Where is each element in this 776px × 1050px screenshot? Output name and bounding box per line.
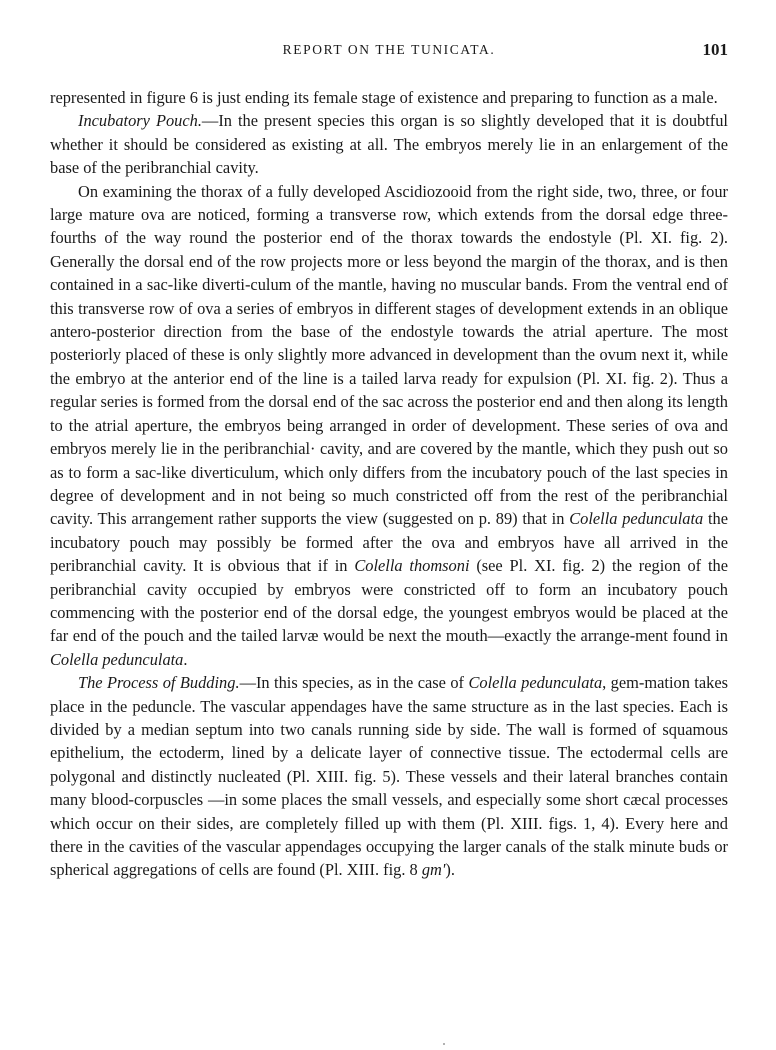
running-head <box>50 40 728 68</box>
text-run: —In this species, as in the case of <box>239 673 469 693</box>
page-number: 101 <box>702 40 728 59</box>
body-text <box>50 86 728 882</box>
paragraph-process-of-budding <box>50 671 728 882</box>
paragraph-incubatory-pouch <box>50 109 728 179</box>
text-run: , gem-mation takes place in the peduncle. The vascular appendages have the same structure as in the last species. Each is divided by a median septum into two canals running side by side. The wall is formed of squamous epithelium, the ectoderm, lined by a delicate layer of connective tissue. The ectodermal cells are polygonal and distinctly nucleated (Pl. XIII. fig. 5). These vessels and their lateral branches contain many blood-corpuscles —in some places the small vessels, and especially some short cæcal processes which occur on their sides, are completely filled up with them (Pl. XIII. figs. 1, 4). Every here and there in the cavities of the vascular appendages occupying the larger canals of the stalk minute buds or spherical aggregations of cells are found (Pl. XIII. fig. 8 <box>50 673 728 880</box>
text-run: represented in figure 6 is just ending its female stage of existence and preparing to function as a male. <box>50 88 718 107</box>
paragraph-thorax-examination <box>50 180 728 672</box>
text-run: —In the present species this organ is so slightly developed that it is doubtful whether it should be considered as existing at all. The embryos merely lie in an enlargement of the base of the peribranchial cavity. <box>50 111 728 178</box>
section-heading-process-of-budding: The Process of Budding. <box>78 673 240 693</box>
text-run: On examining the thorax of a fully developed Ascidiozooid from the right side, two, three, or four large mature ova are noticed, forming a transverse row, which extends from the dorsal edge three-fourths of the way round the posterior end of the thorax towards the endostyle (Pl. XI. fig. 2). Generally the dorsal end of the row projects more or less beyond the margin of the thorax, and is then contained in a sac-like diverti-culum of the mantle, having no muscular bands. From the ventral end of this transverse row of ova a series of embryos in different stages of development extends in an oblique antero-posterior direction from the base of the endostyle towards the atrial aperture. The most posteriorly placed of these is only slightly more advanced in development than the ovum next it, while the embryo at the anterior end of the line is a tailed larva ready for expulsion (Pl. XI. fig. 2). Thus a regular series is formed from the dorsal end of the sac across the posterior end and then along its length to the atrial aperture, the embryos being arranged in order of development. These series of ova and embryos merely lie in the peribranchial· cavity, and are covered by the mantle, which they push out so as to form a sac-like diverticulum, which only differs from the incubatory pouch of the last species in degree of development and in not being so much constricted off from the rest of the peribranchial cavity. This arrangement rather supports the view (suggested on p. 89) that in <box>50 181 728 529</box>
text-run: the incubatory pouch may possibly be formed after the ova and embryos have all arrived in the peribranchial cavity. It is obvious that if in <box>50 509 729 576</box>
species-name: Colella pedunculata <box>569 509 704 529</box>
species-name: Colella thomsoni <box>354 556 470 576</box>
species-name: Colella pedunculata <box>50 649 184 669</box>
section-heading-incubatory-pouch: Incubatory Pouch. <box>78 111 202 131</box>
running-head-title: REPORT ON THE TUNICATA. <box>282 42 496 57</box>
text-run: ). <box>445 860 455 880</box>
figure-label: gm' <box>421 860 446 880</box>
paragraph-continuation <box>50 86 728 109</box>
text-run: (see Pl. XI. fig. 2) the region of the peribranchial cavity occupied by embryos were constricted off to form an incubatory pouch commencing with the posterior end of the dorsal edge, the youngest embryos would be placed at the far end of the pouch and the tailed larvæ would be next the mouth—exactly the arrange-ment found in <box>50 556 728 646</box>
text-run: . <box>183 649 188 669</box>
page <box>50 40 728 882</box>
page-speck <box>443 1043 445 1045</box>
species-name: Colella pedunculata <box>468 673 603 693</box>
